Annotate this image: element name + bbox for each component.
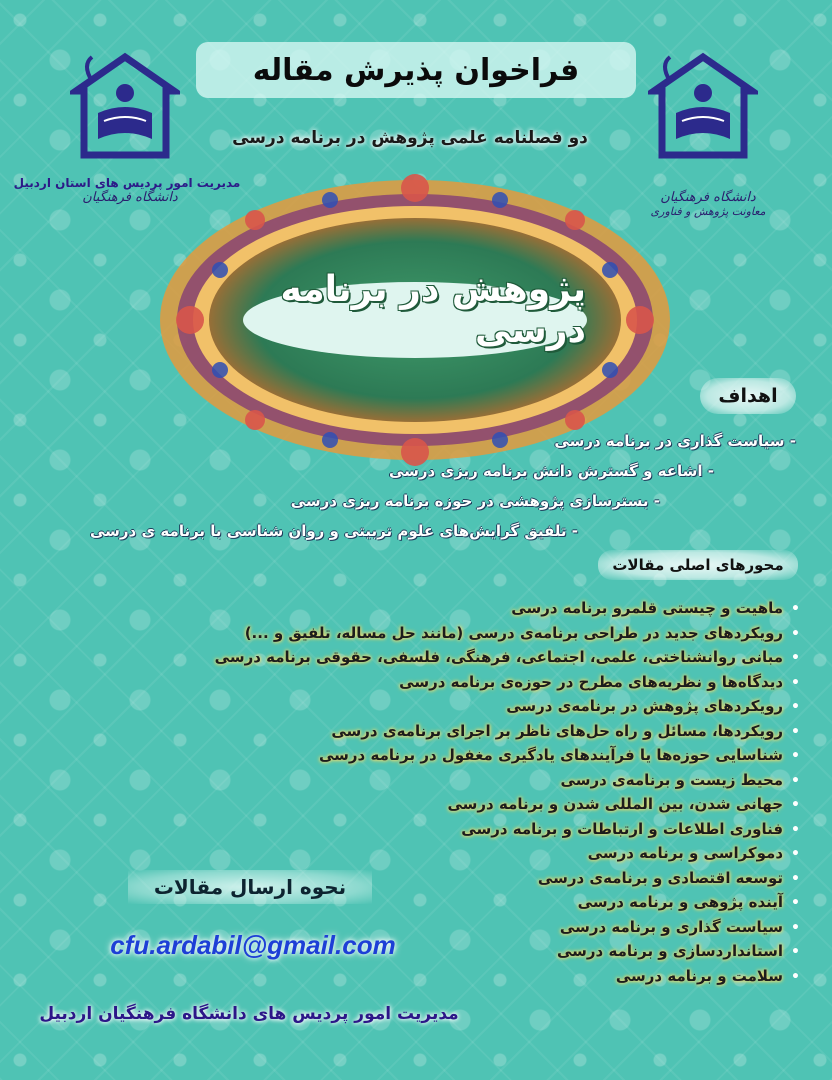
- page-subtitle: دو فصلنامه علمی پژوهش در برنامه درسی: [232, 128, 588, 148]
- goal-item: - تلفیق گرایش‌های علوم تربیتی و روان شناسی با برنامه ی درسی: [89, 522, 578, 540]
- contact-email-link[interactable]: cfu.ardabil@gmail.com: [110, 930, 396, 960]
- center-title: پژوهش در برنامه درسی: [280, 269, 586, 351]
- topic-item: •رویکردها، مسائل و راه حل‌های ناظر بر اجرای برنامه‌ی درسی: [331, 721, 800, 740]
- bullet-icon: •: [791, 650, 800, 666]
- topic-item: •سلامت و برنامه درسی: [615, 966, 800, 985]
- bullet-icon: •: [791, 895, 800, 911]
- goal-item: - بسترسازی پژوهشی در حوزه برنامه ریزی درسی: [290, 492, 660, 510]
- bullet-icon: •: [791, 748, 800, 764]
- bullet-icon: •: [791, 723, 800, 740]
- bullet-icon: •: [791, 674, 800, 691]
- farhangian-logo-icon: [70, 36, 180, 186]
- logo-right-subcaption: معاونت پژوهش و فناوری: [650, 205, 766, 218]
- farhangian-logo-icon: [648, 36, 758, 186]
- page-title: فراخوان پذیرش مقاله: [252, 52, 580, 88]
- bullet-icon: •: [791, 968, 800, 985]
- logo-left-caption: دانشگاه فرهنگیان: [82, 190, 178, 205]
- topic-item: •مبانی روانشناختی، علمی، اجتماعی، فرهنگی، فلسفی، حقوقی برنامه درسی: [214, 648, 800, 666]
- topic-item: •آینده پژوهی و برنامه درسی: [577, 893, 800, 911]
- topic-item: •محیط زیست و برنامه‌ی درسی: [560, 770, 800, 789]
- logo-right-caption: دانشگاه فرهنگیان: [660, 190, 756, 205]
- topics-heading: محورهای اصلی مقالات: [598, 550, 798, 580]
- bullet-icon: •: [791, 919, 800, 936]
- title-banner: [196, 42, 636, 98]
- submission-heading: نحوه ارسال مقالات: [128, 870, 372, 904]
- bullet-icon: •: [791, 797, 800, 813]
- bullet-icon: •: [791, 944, 800, 960]
- bullet-icon: •: [791, 846, 800, 862]
- topic-item: •رویکردهای پژوهش در برنامه‌ی درسی: [506, 697, 800, 715]
- topic-item: •ماهیت و چیستی قلمرو برنامه درسی: [511, 599, 800, 617]
- footer-caption: مدیریت امور پردیس های دانشگاه فرهنگیان اردبیل: [39, 1004, 459, 1024]
- goals-heading: اهداف: [700, 378, 796, 414]
- goal-item: - اشاعه و گسترش دانش برنامه ریزی درسی: [388, 462, 714, 480]
- bullet-icon: •: [791, 699, 800, 715]
- logo-left-subcaption: مدیریت امور پردیس های استان اردبیل: [13, 176, 241, 190]
- bullet-icon: •: [791, 821, 800, 838]
- topic-item: •دموکراسی و برنامه درسی: [587, 844, 800, 862]
- topic-item: •دیدگاه‌ها و نظریه‌های مطرح در حوزه‌ی برنامه درسی: [399, 672, 800, 691]
- topic-item: •جهانی شدن، بین المللی شدن و برنامه درسی: [447, 795, 800, 813]
- goal-item: - سیاست گذاری در برنامه درسی: [554, 432, 796, 450]
- topic-item: •شناسایی حوزه‌ها یا فرآیندهای یادگیری مغفول در برنامه درسی: [319, 746, 800, 764]
- topic-item: •استانداردسازی و برنامه درسی: [556, 942, 800, 960]
- bullet-icon: •: [791, 625, 800, 642]
- bullet-icon: •: [791, 772, 800, 789]
- topic-item: •فناوری اطلاعات و ارتباطات و برنامه درسی: [461, 819, 800, 838]
- topic-item: •سیاست گذاری و برنامه درسی: [559, 917, 800, 936]
- bullet-icon: •: [791, 601, 800, 617]
- topic-item: •توسعه اقتصادی و برنامه‌ی درسی: [537, 868, 800, 887]
- topic-item: •رویکردهای جدید در طراحی برنامه‌ی درسی (مانند حل مساله، تلفیق و ...): [244, 623, 800, 642]
- bullet-icon: •: [791, 870, 800, 887]
